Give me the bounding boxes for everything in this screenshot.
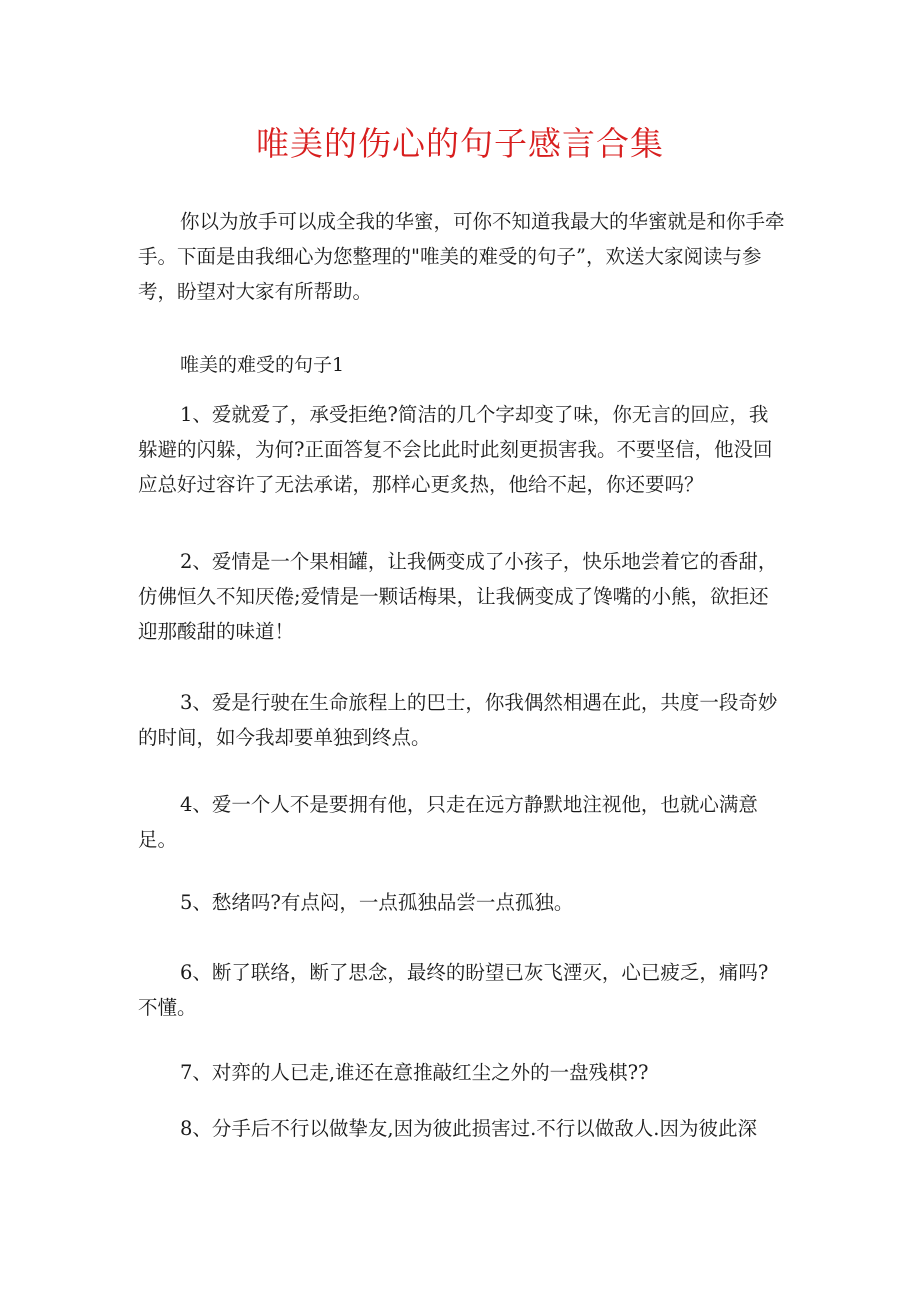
list-item: 5、愁绪吗?有点闷，一点孤独品尝一点孤独。 — [180, 891, 574, 914]
list-item: 1、爱就爱了，承受拒绝?简洁的几个字却变了味，你无言的回应，我躲避的闪躲，为何?正面答复不会比此时此刻更损害我。不要坚信，他没回应总好过容许了无法承诺，那样心更炙热，他给不起，你还要吗？ — [138, 403, 773, 496]
section-heading: 唯美的难受的句子1 — [180, 354, 345, 376]
list-item: 3、爱是行驶在生命旅程上的巴士，你我偶然相遇在此，共度一段奇妙的时间，如今我却要单独到终点。 — [138, 691, 778, 749]
intro-paragraph: 你以为放手可以成全我的华蜜，可你不知道我最大的华蜜就是和你手牵手。下面是由我细心为您整理的"唯美的难受的句子”，欢送大家阅读与参考，盼望对大家有所帮助。 — [138, 210, 785, 303]
list-item: 6、断了联络，断了思念，最终的盼望已灰飞湮灭，心已疲乏，痛吗?不懂。 — [138, 961, 769, 1019]
list-item: 8、分手后不行以做挚友,因为彼此损害过.不行以做敌人.因为彼此深 — [180, 1117, 758, 1140]
list-item: 2、爱情是一个果相罐，让我俩变成了小孩子，快乐地尝着它的香甜，仿佛恒久不知厌倦;爱情是一颗话梅果，让我俩变成了馋嘴的小熊，欲拒还迎那酸甜的味道！ — [138, 550, 778, 643]
list-item: 7、对弈的人已走,谁还在意推敲红尘之外的一盘残棋?? — [180, 1061, 649, 1084]
page-title: 唯美的伤心的句子感言合集 — [256, 124, 664, 163]
list-item: 4、爱一个人不是要拥有他，只走在远方静默地注视他，也就心满意足。 — [138, 793, 758, 851]
